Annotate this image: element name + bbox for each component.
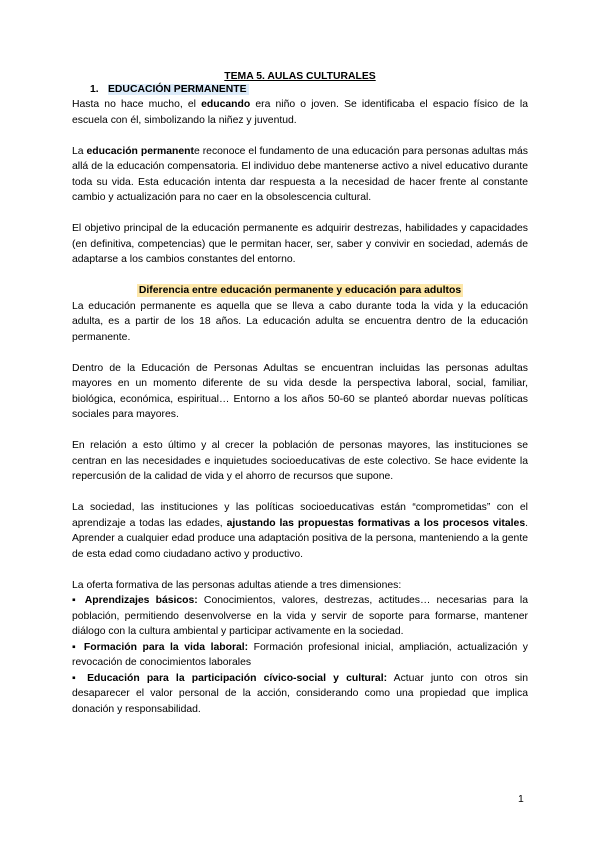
paragraph-text: . Aprender a cualquier edad produce una adaptación positiva de la persona, manteniendo a la gente de esta edad como ciudadano activo y productivo. bbox=[72, 517, 528, 560]
paragraph-poblacion-mayores: En relación a esto último y al crecer la población de personas mayores, las instituciones se centran en las necesidades e inquietudes socioeducativas de este colectivo. Se hace evidente la repercusión de la calidad de vida y el ahorro de recursos que supone. bbox=[72, 440, 528, 482]
document-title bbox=[72, 70, 528, 83]
paragraph-text: era niño o joven. Se identificaba el espacio físico de la escuela con él, simbolizando la niñez y juventud. bbox=[72, 99, 528, 126]
list-item-label: Educación para la participación cívico-social y cultural: bbox=[87, 672, 388, 684]
section-title: EDUCACIÓN PERMANENTE bbox=[108, 84, 247, 95]
bullet-icon: ▪ bbox=[72, 641, 84, 653]
list-item-text: Conocimientos, valores, destrezas, actitudes… necesarias para la población, permitiendo desenvolverse en la vida y servir de soporte para formarse, mantener diálogo con la cultura ambiental y participar activamente en la sociedad. bbox=[72, 595, 529, 637]
paragraph-diferencia: La educación permanente es aquella que se lleva a cabo durante toda la vida y la educación adulta, es a partir de los 18 años. La educación adulta se encuentra dentro de la educación permanente. bbox=[72, 300, 528, 343]
paragraph-objetivo: El objetivo principal de la educación permanente es adquirir destrezas, habilidades y capacidades (en definitiva, competencias) que le permitan hacer, ser, saber y convivir en sociedad, además de adaptarse a los cambios constantes del entorno. bbox=[72, 223, 528, 265]
paragraph-bold: educación permanent bbox=[86, 145, 194, 157]
section-heading bbox=[72, 83, 528, 97]
list-item bbox=[72, 593, 528, 640]
paragraph-text: e reconoce el fundamento de una educación para personas adultas más allá de la educación compensatoria. El individuo debe mantenerse activo a nivel educativo durante toda su vida. Esta educación intenta dar respuesta a la necesidad de hacer frente al constante cambio y actualización para no caer en la obsolescencia cultural. bbox=[72, 145, 528, 203]
list-item-label: Formación para la vida laboral: bbox=[83, 641, 249, 653]
document-page bbox=[72, 70, 528, 717]
paragraph-personas-adultas: Dentro de la Educación de Personas Adultas se encuentran incluidas las personas adultas mayores en un momento diferente de su vida desde la perspectiva laboral, social, familiar, biológica, económica, espiritual… Entorno a los años 50-60 se planteó abordar nuevas políticas sociales para mayores. bbox=[72, 362, 528, 420]
paragraph-bold: ajustando las propuestas formativas a los procesos vitales bbox=[226, 517, 526, 529]
bullet-icon: ▪ bbox=[72, 595, 85, 606]
list-item bbox=[72, 640, 528, 671]
subheading-text: Diferencia entre educación permanente y educación para adultos bbox=[138, 285, 462, 296]
document-title-text: TEMA 5. AULAS CULTURALES bbox=[224, 71, 376, 82]
list-item-text: Formación profesional inicial, ampliación, actualización y revocación de conocimientos laborales bbox=[72, 641, 528, 668]
paragraph-bold: educando bbox=[201, 99, 251, 110]
section-number: 1. bbox=[90, 84, 99, 95]
paragraph-text: Hasta no hace mucho, el bbox=[72, 99, 202, 110]
paragraph-oferta: La oferta formativa de las personas adultas atiende a tres dimensiones: bbox=[72, 579, 402, 591]
list-item bbox=[72, 671, 528, 718]
list-item-text: Actuar junto con otros sin desaparecer el valor personal de la acción, considerando como una propiedad que implica donación y responsabilidad. bbox=[72, 672, 528, 715]
paragraph-educacion-permanente bbox=[72, 144, 528, 206]
paragraph-educando bbox=[72, 97, 528, 128]
list-item-label: Aprendizajes básicos: bbox=[84, 595, 198, 606]
paragraph-sociedad bbox=[72, 500, 528, 562]
subheading bbox=[72, 283, 528, 299]
paragraph-text: La bbox=[72, 145, 87, 157]
page-number: 1 bbox=[518, 794, 524, 805]
paragraph-text: La sociedad, las instituciones y las políticas socioeducativas están “comprometidas” con el aprendizaje a todas las edades, bbox=[72, 502, 528, 529]
bullet-icon: ▪ bbox=[72, 672, 88, 684]
